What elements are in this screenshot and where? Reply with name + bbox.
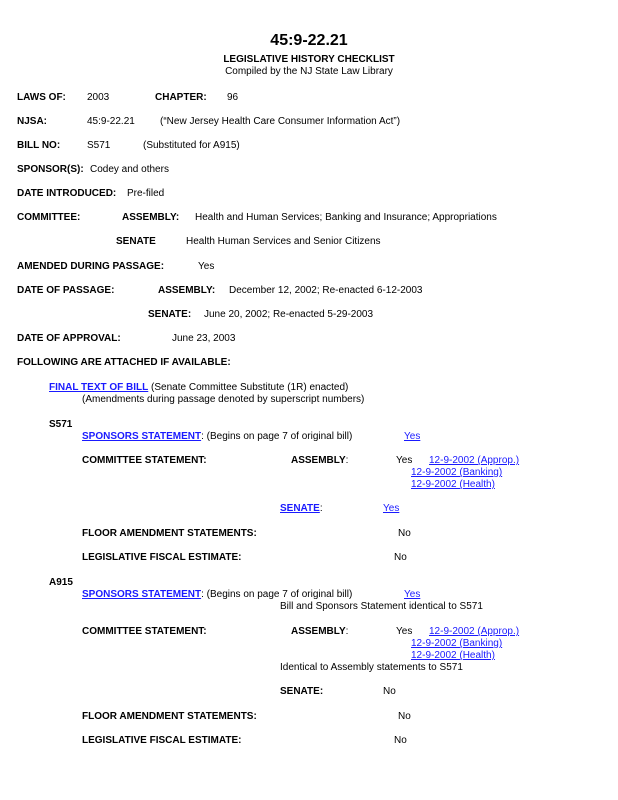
chapter-label: CHAPTER: bbox=[155, 92, 207, 103]
a915-assembly-link-banking[interactable]: 12-9-2002 (Banking) bbox=[411, 638, 503, 649]
a915-floor-value: No bbox=[398, 711, 411, 722]
attached-label: FOLLOWING ARE ATTACHED IF AVAILABLE: bbox=[17, 357, 231, 368]
s571-floor-label: FLOOR AMENDMENT STATEMENTS: bbox=[82, 528, 257, 539]
final-text-note2: (Amendments during passage denoted by superscript numbers) bbox=[82, 394, 365, 405]
passage-label: DATE OF PASSAGE: bbox=[17, 285, 115, 296]
compiled-by: Compiled by the NJ State Law Library bbox=[225, 66, 393, 77]
s571-floor-value: No bbox=[398, 528, 411, 539]
a915-assembly-yes: Yes bbox=[396, 626, 413, 637]
page-title: 45:9-22.21 bbox=[270, 32, 348, 49]
s571-assembly-link-banking[interactable]: 12-9-2002 (Banking) bbox=[411, 467, 503, 478]
amended-label: AMENDED DURING PASSAGE: bbox=[17, 261, 165, 272]
passage-senate-label: SENATE: bbox=[148, 309, 192, 320]
s571-assembly-link-approp[interactable]: 12-9-2002 (Approp.) bbox=[429, 455, 520, 466]
s571-label: S571 bbox=[49, 419, 73, 430]
s571-assembly-link-health[interactable]: 12-9-2002 (Health) bbox=[411, 479, 495, 490]
bill-no-label: BILL NO: bbox=[17, 140, 61, 151]
a915-sponsors-row bbox=[82, 589, 352, 601]
a915-senate-label: SENATE: bbox=[280, 686, 324, 697]
s571-assembly-label: ASSEMBLY: bbox=[291, 455, 349, 466]
sponsors-label: SPONSOR(S): bbox=[17, 164, 84, 175]
passage-senate-value: June 20, 2002; Re-enacted 5-29-2003 bbox=[204, 309, 374, 320]
a915-sponsors-yes-link[interactable]: Yes bbox=[404, 589, 421, 600]
committee-assembly-label: ASSEMBLY: bbox=[122, 212, 180, 223]
approval-label: DATE OF APPROVAL: bbox=[17, 333, 121, 344]
a915-senate-value: No bbox=[383, 686, 396, 697]
bill-no-value: S571 bbox=[87, 140, 111, 151]
a915-sponsors-note: : (Begins on page 7 of original bill) bbox=[201, 589, 353, 600]
s571-senate-yes-link[interactable]: Yes bbox=[383, 503, 400, 514]
s571-senate-link[interactable]: SENATE bbox=[280, 503, 320, 514]
s571-fiscal-label: LEGISLATIVE FISCAL ESTIMATE: bbox=[82, 552, 242, 563]
a915-identical-note: Bill and Sponsors Statement identical to S571 bbox=[280, 601, 483, 612]
s571-committee-label: COMMITTEE STATEMENT: bbox=[82, 455, 207, 466]
final-text-row bbox=[49, 382, 348, 394]
a915-sponsors-link[interactable]: SPONSORS STATEMENT bbox=[82, 589, 202, 600]
chapter-value: 96 bbox=[227, 92, 239, 103]
committee-senate-value: Health Human Services and Senior Citizens bbox=[186, 236, 381, 247]
s571-sponsors-link[interactable]: SPONSORS STATEMENT bbox=[82, 431, 202, 442]
s571-assembly-yes: Yes bbox=[396, 455, 413, 466]
a915-assembly-link-health[interactable]: 12-9-2002 (Health) bbox=[411, 650, 495, 661]
s571-senate-row: SENATE: bbox=[280, 503, 323, 514]
passage-assembly-label: ASSEMBLY: bbox=[158, 285, 216, 296]
date-introduced-value: Pre-filed bbox=[127, 188, 165, 199]
laws-of-value: 2003 bbox=[87, 92, 110, 103]
a915-assembly-link-approp[interactable]: 12-9-2002 (Approp.) bbox=[429, 626, 520, 637]
a915-floor-label: FLOOR AMENDMENT STATEMENTS: bbox=[82, 711, 257, 722]
a915-label: A915 bbox=[49, 577, 73, 588]
passage-assembly-value: December 12, 2002; Re-enacted 6-12-2003 bbox=[229, 285, 423, 296]
s571-fiscal-value: No bbox=[394, 552, 407, 563]
page-subtitle: LEGISLATIVE HISTORY CHECKLIST bbox=[223, 54, 395, 65]
committee-senate-label: SENATE bbox=[116, 236, 156, 247]
s571-sponsors-yes-link[interactable]: Yes bbox=[404, 431, 421, 442]
a915-committee-label: COMMITTEE STATEMENT: bbox=[82, 626, 207, 637]
laws-of-label: LAWS OF: bbox=[17, 92, 66, 103]
committee-label: COMMITTEE: bbox=[17, 212, 81, 223]
a915-fiscal-label: LEGISLATIVE FISCAL ESTIMATE: bbox=[82, 735, 242, 746]
a915-fiscal-value: No bbox=[394, 735, 407, 746]
committee-assembly-value: Health and Human Services; Banking and Insurance; Appropriations bbox=[195, 212, 497, 223]
sponsors-value: Codey and others bbox=[90, 164, 169, 175]
date-introduced-label: DATE INTRODUCED: bbox=[17, 188, 117, 199]
final-text-note: (Senate Committee Substitute (1R) enacted) bbox=[151, 382, 349, 393]
s571-sponsors-note: : (Begins on page 7 of original bill) bbox=[201, 431, 353, 442]
a915-assembly-label: ASSEMBLY: bbox=[291, 626, 349, 637]
approval-value: June 23, 2003 bbox=[172, 333, 236, 344]
njsa-value: 45:9-22.21 bbox=[87, 116, 135, 127]
a915-identical-assembly: Identical to Assembly statements to S571 bbox=[280, 662, 463, 673]
final-text-link[interactable]: FINAL TEXT OF BILL bbox=[49, 382, 149, 393]
amended-value: Yes bbox=[198, 261, 215, 272]
njsa-name: (“New Jersey Health Care Consumer Information Act”) bbox=[160, 116, 401, 127]
njsa-label: NJSA: bbox=[17, 116, 48, 127]
s571-sponsors-row bbox=[82, 431, 352, 443]
bill-no-note: (Substituted for A915) bbox=[143, 140, 240, 151]
